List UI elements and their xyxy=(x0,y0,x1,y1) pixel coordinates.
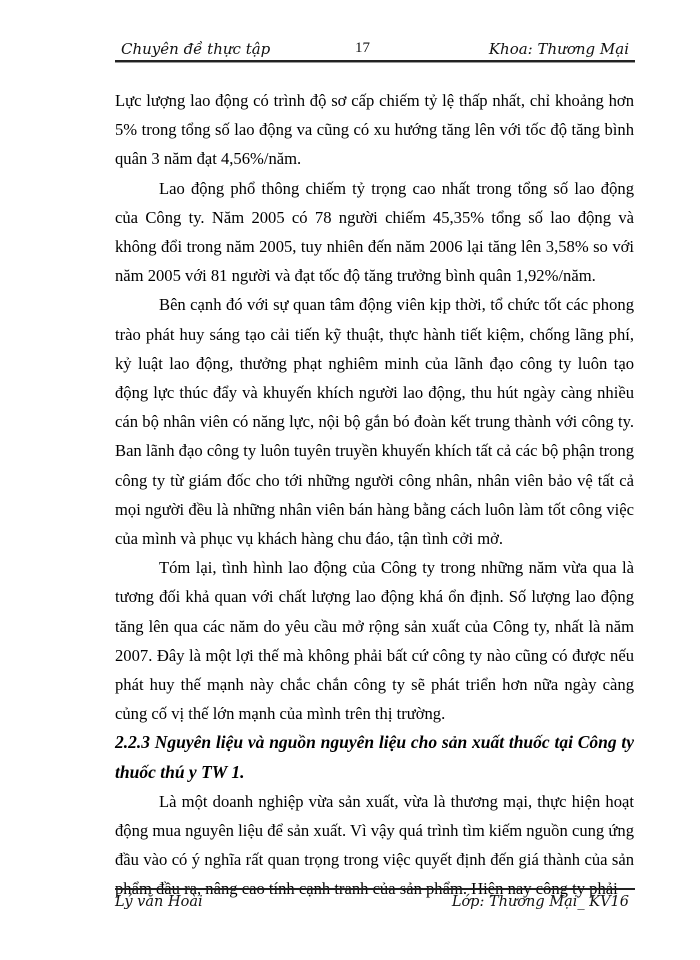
header-document-type: Chuyên đề thực tập xyxy=(121,40,271,58)
paragraph-summary: Tóm lại, tình hình lao động của Công ty trong những năm vừa qua là tương đối khả quan với chất lượng lao động khá ổn định. Số lượng lao động tăng lên qua các năm do yêu cầu mở rộng sản xuất của Công ty, nhất là năm 2007. Đây là một lợi thế mà không phải bất cứ công ty nào cũng có được nếu phát huy thế mạnh này chắc chắn công ty sẽ phát triển hơn nữa ngày càng củng cố vị thế lớn mạnh của mình trên thị trường. xyxy=(115,558,634,724)
paragraph-elementary-labor: Lực lượng lao động có trình độ sơ cấp chiếm tỷ lệ thấp nhất, chỉ khoảng hơn 5% trong tổng số lao động va cũng có xu hướng tăng lên với tốc độ tăng bình quân 3 năm đạt 4,56%/năm. xyxy=(115,91,634,169)
running-header xyxy=(115,40,635,62)
header-faculty: Khoa: Thương Mại xyxy=(488,40,629,58)
paragraph-general-labor: Lao động phổ thông chiếm tỷ trọng cao nhất trong tổng số lao động của Công ty. Năm 2005 có 78 người chiếm 45,35% tổng số lao động và không đổi trong năm 2005, tuy nhiên đến năm 2006 lại tăng lên 3,58% so với năm 2005 với 81 người và đạt tốc độ tăng trưởng bình quân 1,92%/năm. xyxy=(115,178,634,286)
paragraph-motivation: Bên cạnh đó với sự quan tâm động viên kịp thời, tổ chức tốt các phong trào phát huy sáng tạo cải tiến kỹ thuật, thực hành tiết kiệm, chống lãng phí, kỷ luật lao động, thưởng phạt nghiêm minh của lãnh đạo công ty luôn tạo động lực thúc đẩy và khuyến khích người lao động, thu hút ngày càng nhiều cán bộ nhân viên có năng lực, nội bộ gắn bó đoàn kết trung thành với công ty. Ban lãnh đạo công ty luôn tuyên truyền khuyến khích tất cả các bộ phận trong công ty từ giám đốc cho tới những người công nhân, nhân viên bảo vệ tất cả mọi người đều là những nhân viên bán hàng bằng cách luôn làm tốt công việc của mình và phục vụ khách hàng chu đáo, tận tình cởi mở. xyxy=(115,295,634,549)
body-text xyxy=(115,86,634,904)
section-heading: 2.2.3 Nguyên liệu và nguồn nguyên liệu cho sản xuất thuốc tại Công ty thuốc thú y TW 1. xyxy=(115,732,634,782)
paragraph-raw-materials: Là một doanh nghiệp vừa sản xuất, vừa là thương mại, thực hiện hoạt động mua nguyên liệu để sản xuất. Vì vậy quá trình tìm kiếm nguồn cung ứng đầu vào có ý nghĩa rất quan trọng trong việc quyết định đến giá thành của sản phẩm đầu ra, nâng cao tính cạnh tranh của sản phẩm. Hiện nay công ty phải xyxy=(115,791,634,899)
footer-class: Lớp: Thương Mại_ KV16 xyxy=(451,894,629,910)
footer-author: Lý văn Hoài xyxy=(115,894,203,910)
running-footer xyxy=(115,888,635,914)
page-number: 17 xyxy=(355,40,370,56)
